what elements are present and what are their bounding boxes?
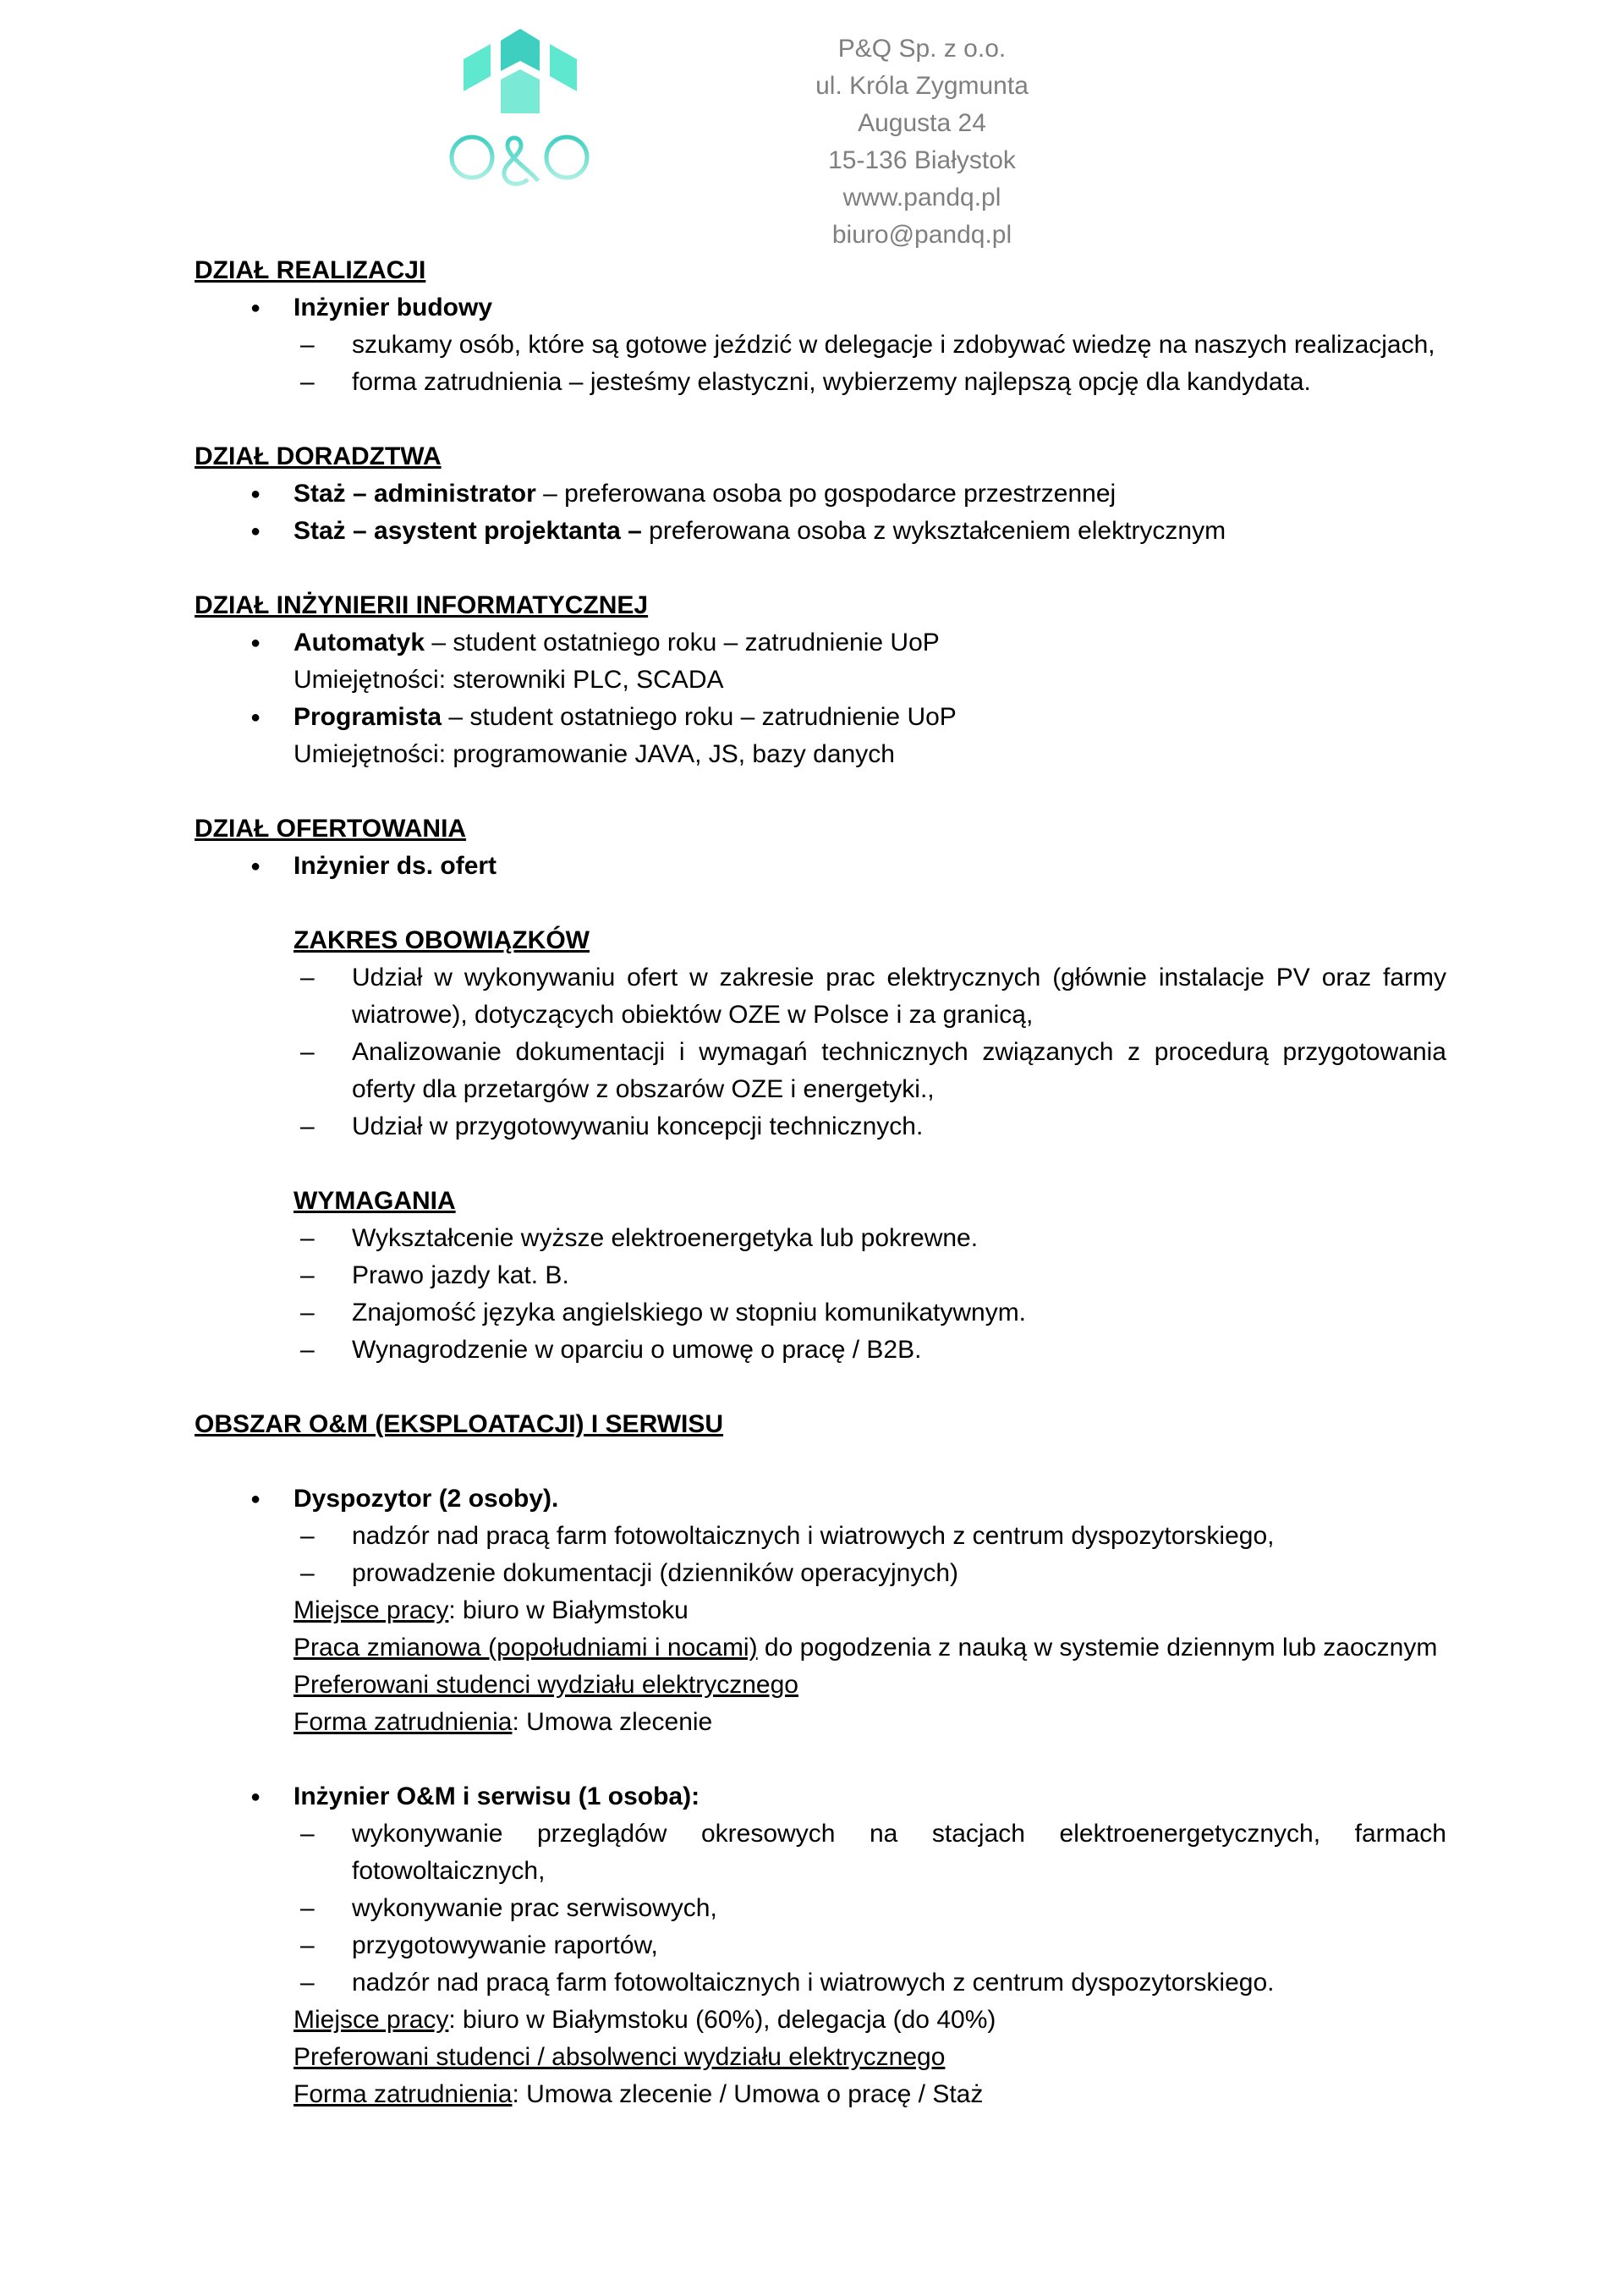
dash-text: Analizowanie dokumentacji i wymagań technicznych związanych z procedurą przygotowania oferty dla przetargów z obszarów OZE i energetyki.,: [352, 1038, 1446, 1103]
item-desc: – student ostatniego roku – zatrudnienie UoP: [425, 629, 940, 656]
dash-mark: –: [300, 1522, 315, 1550]
item-title: Dyspozytor (2 osoby).: [294, 1485, 559, 1513]
item-title: Inżynier budowy: [294, 294, 493, 321]
dash-mark: –: [300, 1261, 315, 1289]
dash-text: Udział w przygotowywaniu koncepcji technicznych.: [352, 1112, 924, 1140]
dash-mark: –: [300, 331, 315, 359]
dash-text: prowadzenie dokumentacji (dzienników operacyjnych): [352, 1559, 959, 1587]
dash-text: Wynagrodzenie w oparciu o umowę o pracę / B2B.: [352, 1336, 922, 1364]
doradztwa-item-administrator: [195, 475, 1446, 513]
dash-mark: –: [300, 1038, 315, 1066]
dash-mark: –: [300, 1336, 315, 1364]
dash-mark: –: [300, 1112, 315, 1140]
dyspozytor-zmianowa: [195, 1629, 1446, 1667]
dash-item: [195, 1927, 1446, 1964]
om-item-dyspozytor: [195, 1480, 1446, 1518]
company-address: [787, 30, 1057, 254]
dash-text: nadzór nad pracą farm fotowoltaicznych i wiatrowych z centrum dyspozytorskiego,: [352, 1522, 1275, 1550]
value: : biuro w Białymstoku (60%), delegacja (do 40%): [448, 2006, 996, 2034]
dash-item: [195, 1890, 1446, 1927]
informatycznej-item-automatyk: [195, 624, 1446, 662]
zakres-obowiazkow-heading: ZAKRES OBOWIĄZKÓW: [294, 926, 590, 954]
dyspozytor-forma: [195, 1704, 1446, 1741]
dash-text: Udział w wykonywaniu ofert w zakresie prac elektrycznych (głównie instalacje PV oraz farmy wiatrowe), dotyczących obiektów OZE w Polsce i za granicą,: [352, 964, 1446, 1029]
dash-item: [195, 1220, 1446, 1257]
dash-item: [195, 1964, 1446, 2002]
company-street: ul. Króla Zygmunta Augusta 24: [815, 72, 1029, 137]
pandq-logo: [440, 29, 601, 198]
dash-text: Znajomość języka angielskiego w stopniu komunikatywnym.: [352, 1299, 1027, 1327]
logo-roof-right: [550, 44, 577, 91]
company-city: 15-136 Białystok: [828, 146, 1016, 174]
value: Preferowani studenci / absolwenci wydziału elektrycznego: [294, 2043, 946, 2071]
item-skills: Umiejętności: programowanie JAVA, JS, bazy danych: [294, 740, 895, 768]
informatycznej-item-programista: [195, 699, 1446, 736]
om-item-inzynier: [195, 1778, 1446, 1815]
value: : biuro w Białymstoku: [448, 1596, 689, 1624]
wymagania-heading: WYMAGANIA: [294, 1187, 456, 1215]
dash-item: [195, 1108, 1446, 1145]
dash-item: [195, 1294, 1446, 1332]
value: Preferowani studenci wydziału elektrycznego: [294, 1671, 798, 1699]
section-om-heading: OBSZAR O&M (EKSPLOATACJI) I SERWISU: [195, 1410, 724, 1438]
dash-item: [195, 1332, 1446, 1369]
value: do pogodzenia z nauką w systemie dziennym lub zaocznym: [757, 1634, 1438, 1662]
item-title: Inżynier O&M i serwisu (1 osoba):: [294, 1782, 700, 1810]
dash-mark: –: [300, 1969, 315, 1997]
doradztwa-item-asystent: [195, 513, 1446, 550]
document-content: [195, 252, 1446, 2113]
dash-mark: –: [300, 1224, 315, 1252]
item-desc: preferowana osoba z wykształceniem elektrycznym: [641, 517, 1226, 545]
logo-roof-left: [464, 44, 491, 91]
dash-mark: –: [300, 964, 315, 991]
item-desc: – preferowana osoba po gospodarce przestrzennej: [535, 480, 1116, 508]
label: Praca zmianowa (popołudniami i nocami): [294, 1634, 758, 1662]
company-name: P&Q Sp. z o.o.: [837, 35, 1007, 63]
dash-text: forma zatrudnienia – jesteśmy elastyczni, wybierzemy najlepszą opcję dla kandydata.: [352, 368, 1311, 396]
inzynier-forma: [195, 2076, 1446, 2113]
dash-item: [195, 364, 1446, 401]
logo-wall-center: [501, 69, 540, 113]
dash-mark: –: [300, 1931, 315, 1959]
section-realizacji-heading: DZIAŁ REALIZACJI: [195, 256, 426, 284]
item-title: Staż – asystent projektanta –: [294, 517, 642, 545]
dash-item: [195, 1815, 1446, 1890]
dash-text: Prawo jazdy kat. B.: [352, 1261, 569, 1289]
dash-item: [195, 959, 1446, 1034]
dash-mark: –: [300, 1820, 315, 1848]
dash-text: wykonywanie przeglądów okresowych na stacjach elektroenergetycznych, farmach fotowoltaicznych,: [352, 1820, 1446, 1885]
dash-text: wykonywanie prac serwisowych,: [352, 1894, 717, 1922]
section-doradztwa-heading: DZIAŁ DORADZTWA: [195, 442, 442, 470]
ofertowania-item-inzynier-ofert: [195, 848, 1446, 885]
logo-roof-center: [501, 29, 540, 71]
inzynier-miejsce: [195, 2002, 1446, 2039]
dash-item: [195, 327, 1446, 364]
item-title: Automatyk: [294, 629, 425, 656]
dash-text: przygotowywanie raportów,: [352, 1931, 658, 1959]
realizacji-item-inzynier-budowy: [195, 289, 1446, 327]
item-title: Staż – administrator: [294, 480, 536, 508]
item-title: Inżynier ds. ofert: [294, 852, 497, 880]
dyspozytor-preferowani: [195, 1667, 1446, 1704]
dash-mark: –: [300, 1299, 315, 1327]
dash-mark: –: [300, 368, 315, 396]
label: Forma zatrudnienia: [294, 1708, 513, 1736]
dash-text: nadzór nad pracą farm fotowoltaicznych i wiatrowych z centrum dyspozytorskiego.: [352, 1969, 1275, 1997]
dash-text: Wykształcenie wyższe elektroenergetyka lub pokrewne.: [352, 1224, 979, 1252]
dash-item: [195, 1034, 1446, 1108]
dash-item: [195, 1555, 1446, 1592]
dash-item: [195, 1518, 1446, 1555]
inzynier-preferowani: [195, 2039, 1446, 2076]
section-ofertowania-heading: DZIAŁ OFERTOWANIA: [195, 815, 467, 843]
value: : Umowa zlecenie: [512, 1708, 713, 1736]
section-informatycznej-heading: DZIAŁ INŻYNIERII INFORMATYCZNEJ: [195, 591, 649, 619]
dash-item: [195, 1257, 1446, 1294]
dash-mark: –: [300, 1894, 315, 1922]
value: : Umowa zlecenie / Umowa o pracę / Staż: [512, 2080, 984, 2108]
label: Forma zatrudnienia: [294, 2080, 513, 2108]
item-title: Programista: [294, 703, 442, 731]
label: Miejsce pracy: [294, 2006, 449, 2034]
dyspozytor-miejsce: [195, 1592, 1446, 1629]
label: Miejsce pracy: [294, 1596, 449, 1624]
dash-text: szukamy osób, które są gotowe jeździć w delegacje i zdobywać wiedzę na naszych realizacjach,: [352, 331, 1435, 359]
company-email[interactable]: biuro@pandq.pl: [831, 221, 1012, 249]
item-skills: Umiejętności: sterowniki PLC, SCADA: [294, 666, 724, 694]
dash-mark: –: [300, 1559, 315, 1587]
item-desc: – student ostatniego roku – zatrudnienie UoP: [442, 703, 957, 731]
company-website[interactable]: www.pandq.pl: [842, 184, 1001, 211]
